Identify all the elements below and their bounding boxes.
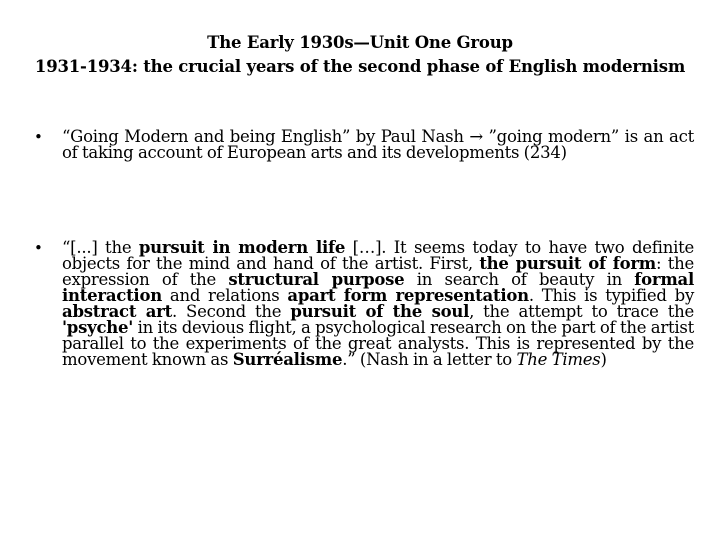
quote-emphasis: structural purpose <box>228 270 405 289</box>
quote-emphasis: pursuit in modern life <box>138 238 346 257</box>
quote-emphasis: abstract art <box>62 302 172 321</box>
quote-emphasis: pursuit of the soul <box>290 302 470 321</box>
quote-emphasis: the pursuit of form <box>479 254 656 273</box>
quote-text: , the attempt to trace the <box>469 302 695 321</box>
slide-title <box>0 31 720 79</box>
bullet-item-nash-quote <box>34 240 694 368</box>
quote-emphasis: Surréalisme <box>232 350 343 369</box>
quote-emphasis: 'psyche' <box>62 318 134 337</box>
bullet-dot-icon: • <box>34 128 43 146</box>
quote-text: . This is typified by <box>528 286 695 305</box>
quote-text: . Second the <box>172 302 291 321</box>
bullet-item-going-modern <box>34 129 694 161</box>
bullet-text: “Going Modern and being English” by Paul Nash → ”going modern” is an act of taking account of European arts and its developments (234) <box>62 127 694 162</box>
quote-text: […]. It seems today to have two definite objects for the mind and hand of the artist. First, <box>62 238 694 273</box>
newspaper-title: The Times <box>516 350 601 369</box>
quote-emphasis: formal interaction <box>62 270 695 305</box>
title-line-2: 1931-1934: the crucial years of the second phase of English modernism <box>34 57 686 76</box>
quote-text: “[...] the <box>62 238 139 257</box>
quote-text: .” (Nash in a letter to <box>342 350 517 369</box>
quote-text: in its devious flight, a psychological research on the part of the artist parallel to the experiments of the great analysts. This is represented by the movement known as <box>62 318 694 369</box>
quote-text: and relations <box>161 286 288 305</box>
bullet-list-2 <box>34 240 694 368</box>
quote-text: ) <box>600 350 607 369</box>
quote-text: : the expression of the <box>62 254 695 289</box>
bullet-list-1 <box>34 129 694 161</box>
quote-emphasis: apart form representation <box>287 286 529 305</box>
quote-text: in search of beauty in <box>404 270 635 289</box>
bullet-dot-icon: • <box>34 239 43 257</box>
title-line-1: The Early 1930s—Unit One Group <box>207 33 513 52</box>
